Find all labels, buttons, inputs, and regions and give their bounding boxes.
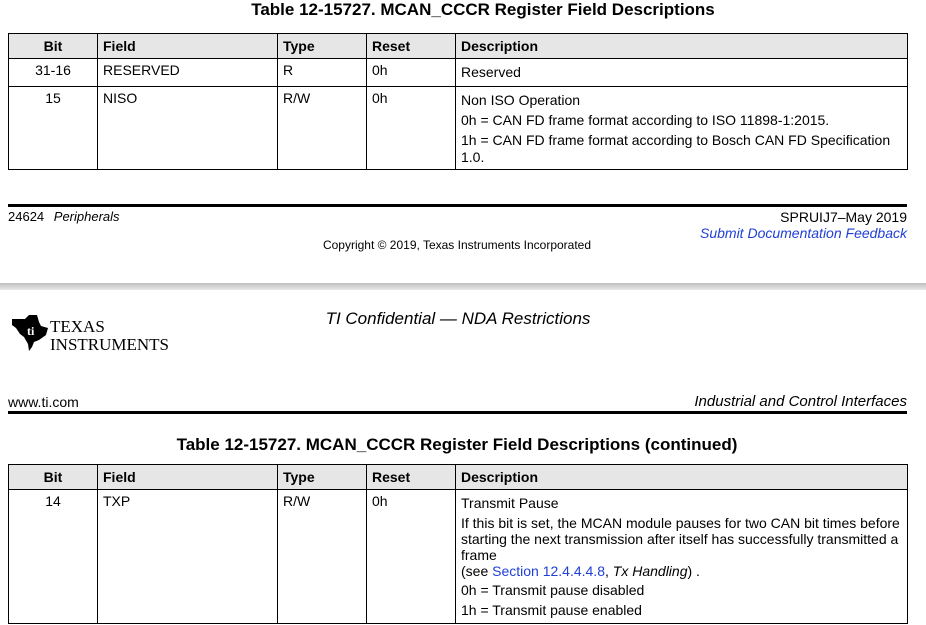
footer-section: Peripherals bbox=[53, 209, 120, 224]
logo-text-texas: TEXAS bbox=[50, 317, 105, 336]
feedback-link[interactable]: Submit Documentation Feedback bbox=[700, 225, 907, 241]
cell-field: RESERVED bbox=[98, 59, 278, 87]
footer-left bbox=[8, 209, 120, 224]
cell-type: R/W bbox=[278, 87, 367, 170]
chapter-title: Industrial and Control Interfaces bbox=[694, 393, 907, 410]
logo-text-instruments: INSTRUMENTS bbox=[50, 335, 170, 354]
header-description: Description bbox=[456, 34, 908, 59]
see-prefix: (see bbox=[461, 563, 493, 579]
table-row bbox=[9, 490, 908, 624]
cell-type: R/W bbox=[278, 490, 367, 624]
cell-reset: 0h bbox=[367, 87, 456, 170]
confidential-notice: TI Confidential — NDA Restrictions bbox=[325, 309, 591, 328]
table-header-row bbox=[9, 34, 908, 59]
table-header-row bbox=[9, 465, 908, 490]
section-link[interactable]: Section 12.4.4.4.8 bbox=[492, 563, 605, 579]
cell-bit: 14 bbox=[9, 490, 98, 624]
table-row bbox=[9, 87, 908, 170]
header-description: Description bbox=[456, 465, 908, 490]
header-field: Field bbox=[98, 34, 278, 59]
cell-reset: 0h bbox=[367, 490, 456, 624]
header-reset: Reset bbox=[367, 34, 456, 59]
see-suffix: ) . bbox=[687, 563, 700, 579]
table-row bbox=[9, 59, 908, 87]
description-body bbox=[461, 515, 902, 579]
header-bit: Bit bbox=[9, 465, 98, 490]
cell-description bbox=[456, 59, 908, 87]
register-table bbox=[8, 33, 908, 170]
header-bit: Bit bbox=[9, 34, 98, 59]
cell-bit: 31-16 bbox=[9, 59, 98, 87]
table-title: Table 12-15727. MCAN_CCCR Register Field Descriptions bbox=[251, 0, 715, 19]
header-type: Type bbox=[278, 465, 367, 490]
cell-field: TXP bbox=[98, 490, 278, 624]
header-reset: Reset bbox=[367, 465, 456, 490]
header-rule bbox=[8, 411, 907, 414]
description-0h: 0h = Transmit pause disabled bbox=[461, 582, 645, 598]
cell-field: NISO bbox=[98, 87, 278, 170]
svg-text:ti: ti bbox=[27, 324, 35, 338]
cell-reset: 0h bbox=[367, 59, 456, 87]
description-text: 1h = CAN FD frame format according to Bosch CAN FD Specification 1.0. bbox=[461, 132, 891, 165]
footer-rule bbox=[8, 204, 907, 207]
doc-id: SPRUIJ7–May 2019 bbox=[780, 209, 907, 225]
description-1h: 1h = Transmit pause enabled bbox=[461, 602, 642, 618]
table-title-continued: Table 12-15727. MCAN_CCCR Register Field Descriptions (continued) bbox=[176, 435, 738, 454]
cell-type: R bbox=[278, 59, 367, 87]
description-title: Transmit Pause bbox=[461, 495, 559, 511]
header-type: Type bbox=[278, 34, 367, 59]
cell-description bbox=[456, 87, 908, 170]
register-table-continued bbox=[8, 464, 908, 624]
description-text: Reserved bbox=[461, 64, 521, 80]
description-body-text: If this bit is set, the MCAN module pauses for two CAN bit times before starting the next transmission after itself has successfully transmitted a frame bbox=[461, 515, 900, 563]
description-text: Non ISO Operation bbox=[461, 92, 581, 108]
copyright: Copyright © 2019, Texas Instruments Incorporated bbox=[322, 238, 592, 252]
website[interactable]: www.ti.com bbox=[8, 394, 79, 410]
page-separator bbox=[0, 283, 926, 290]
see-separator: , bbox=[605, 563, 613, 579]
cell-bit: 15 bbox=[9, 87, 98, 170]
see-topic: Tx Handling bbox=[612, 563, 688, 579]
page-number: 24624 bbox=[8, 209, 45, 224]
header-field: Field bbox=[98, 465, 278, 490]
description-text: 0h = CAN FD frame format according to ISO 11898-1:2015. bbox=[461, 112, 830, 128]
cell-description bbox=[456, 490, 908, 624]
